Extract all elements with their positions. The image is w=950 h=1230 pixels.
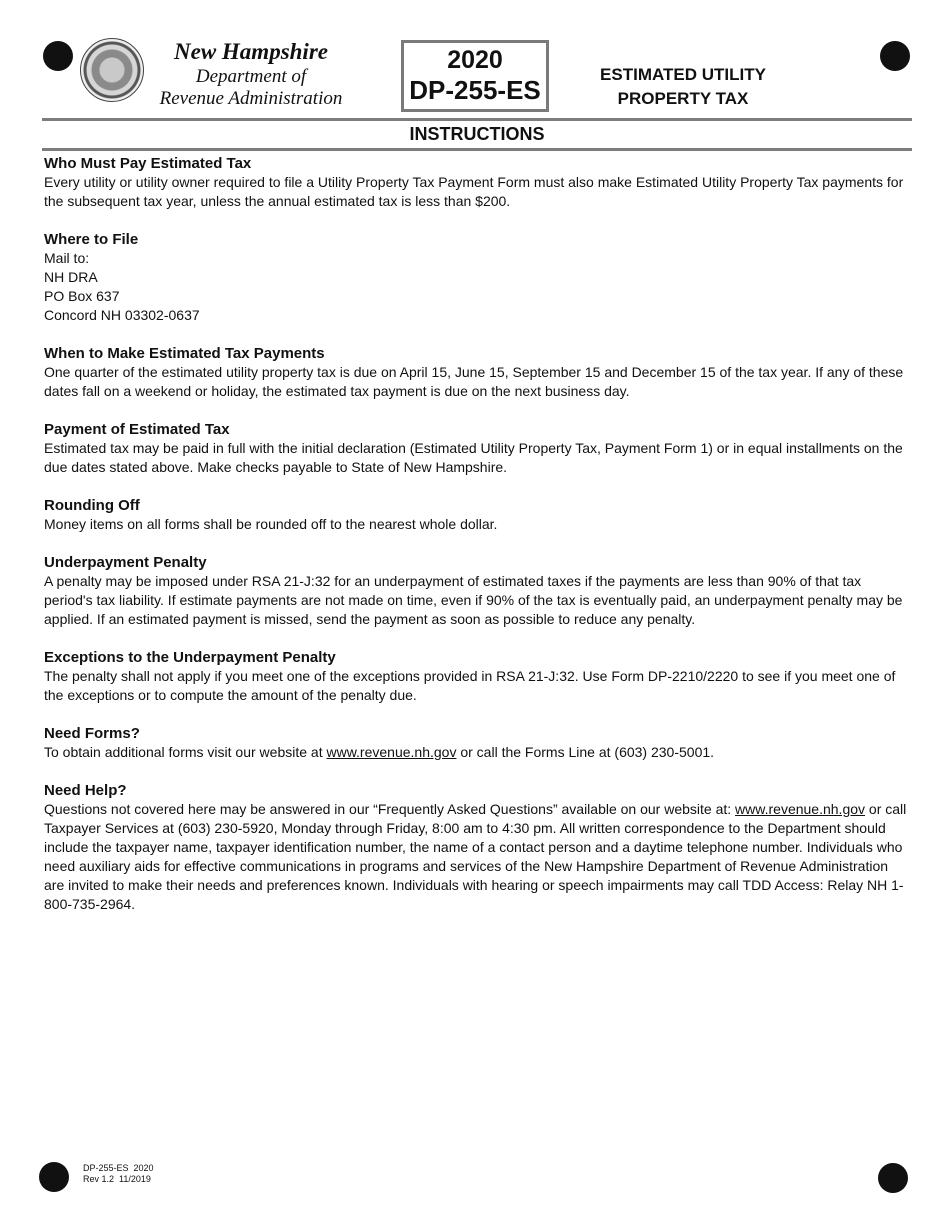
- text-after-link: or call the Forms Line at (603) 230-5001.: [456, 744, 715, 760]
- section-title: Rounding Off: [44, 497, 140, 514]
- section-text: [44, 743, 910, 762]
- section-where-to-file: [44, 230, 910, 325]
- section-text: Every utility or utility owner required to file a Utility Property Tax Payment Form must also make Estimated Utility Property Tax payments for the subsequent tax year, unless the annual estimated tax is less than $200.: [44, 174, 904, 209]
- form-title-line-1: ESTIMATED UTILITY: [600, 65, 766, 84]
- state-seal-icon: [80, 38, 144, 102]
- form-year: 2020: [447, 46, 503, 74]
- section-underpayment-penalty: [44, 553, 910, 629]
- agency-line-1: Department of: [195, 66, 307, 87]
- section-rounding: [44, 496, 910, 534]
- header-rule-top: [42, 118, 912, 121]
- text-before-link: To obtain additional forms visit our website at: [44, 744, 327, 760]
- section-need-forms: [44, 724, 910, 762]
- section-text: [44, 800, 910, 914]
- website-link[interactable]: www.revenue.nh.gov: [735, 801, 866, 817]
- mail-city-line: Concord NH 03302-0637: [44, 307, 200, 323]
- form-id-box: [401, 40, 549, 112]
- section-title: Underpayment Penalty: [44, 554, 207, 571]
- text-after-link: or call Taxpayer Services at (603) 230-5920, Monday through Friday, 8:00 am to 4:30 pm. All written correspondence to the Department should include the taxpayer name, taxpayer identification number, the name of a contact person and a daytime telephone number. Individuals who need auxiliary aids for effective communications in programs and services of the New Hampshire Department of Revenue Administration are invited to make their needs and preferences known. Individuals with hearing or speech impairments may call TDD Access: Relay NH 1-800-735-2964.: [44, 801, 907, 912]
- section-text: One quarter of the estimated utility property tax is due on April 15, June 15, September 15 and December 15 of the tax year. If any of these dates fall on a weekend or holiday, the estimated tax payment is due on the next business day.: [44, 364, 904, 399]
- section-title: Need Help?: [44, 782, 127, 799]
- section-text: A penalty may be imposed under RSA 21-J:32 for an underpayment of estimated taxes if the payments are less than 90% of that tax period's tax liability. If estimate payments are not made on time, even if 90% of the tax is eventually paid, an underpayment penalty may be applied. If an estimated payment is missed, send the payment as soon as possible to reduce any penalty.: [44, 573, 903, 627]
- registration-mark-top-right: [880, 41, 910, 71]
- section-payment: [44, 420, 910, 477]
- website-link[interactable]: www.revenue.nh.gov: [326, 744, 457, 760]
- section-title: Payment of Estimated Tax: [44, 421, 230, 438]
- section-need-help: [44, 781, 910, 914]
- section-title: When to Make Estimated Tax Payments: [44, 345, 325, 362]
- footer-line-2: Rev 1.2 11/2019: [83, 1174, 151, 1184]
- section-title: Need Forms?: [44, 725, 140, 742]
- section-text: Estimated tax may be paid in full with the initial declaration (Estimated Utility Property Tax, Payment Form 1) or in equal installments on the due dates stated above. Make checks payable to State of New Hampshire.: [44, 440, 903, 475]
- section-text: Money items on all forms shall be rounded off to the nearest whole dollar.: [44, 516, 498, 532]
- agency-line-2: Revenue Administration: [159, 88, 343, 109]
- form-number: DP-255-ES: [409, 75, 541, 105]
- header-rule-bottom: [42, 148, 912, 151]
- registration-mark-bottom-left: [39, 1162, 69, 1192]
- form-title-line-2: PROPERTY TAX: [617, 89, 749, 108]
- registration-mark-top-left: [43, 41, 73, 71]
- instructions-heading: INSTRUCTIONS: [409, 124, 545, 144]
- footer-form-revision: [83, 1163, 154, 1185]
- section-exceptions: [44, 648, 910, 705]
- section-who-must-pay: [44, 154, 910, 211]
- form-title: [568, 63, 798, 111]
- section-text: The penalty shall not apply if you meet one of the exceptions provided in RSA 21-J:32. Use Form DP-2210/2220 to see if you meet one of the exceptions or to compute the amount of the penalty due.: [44, 668, 896, 703]
- agency-state: New Hampshire: [174, 39, 328, 64]
- section-title: Exceptions to the Underpayment Penalty: [44, 649, 336, 666]
- section-title: Where to File: [44, 231, 139, 248]
- agency-name: [146, 38, 356, 110]
- text-before-link: Questions not covered here may be answered in our “Frequently Asked Questions” available on our website at:: [44, 801, 736, 817]
- mail-name-line: NH DRA: [44, 269, 98, 285]
- registration-mark-bottom-right: [878, 1163, 908, 1193]
- section-when-to-pay: [44, 344, 910, 401]
- mail-pobox-line: PO Box 637: [44, 288, 120, 304]
- section-title: Who Must Pay Estimated Tax: [44, 155, 252, 172]
- mail-to-line: Mail to:: [44, 250, 90, 266]
- footer-line-1: DP-255-ES 2020: [83, 1163, 154, 1173]
- instructions-body: [44, 154, 910, 933]
